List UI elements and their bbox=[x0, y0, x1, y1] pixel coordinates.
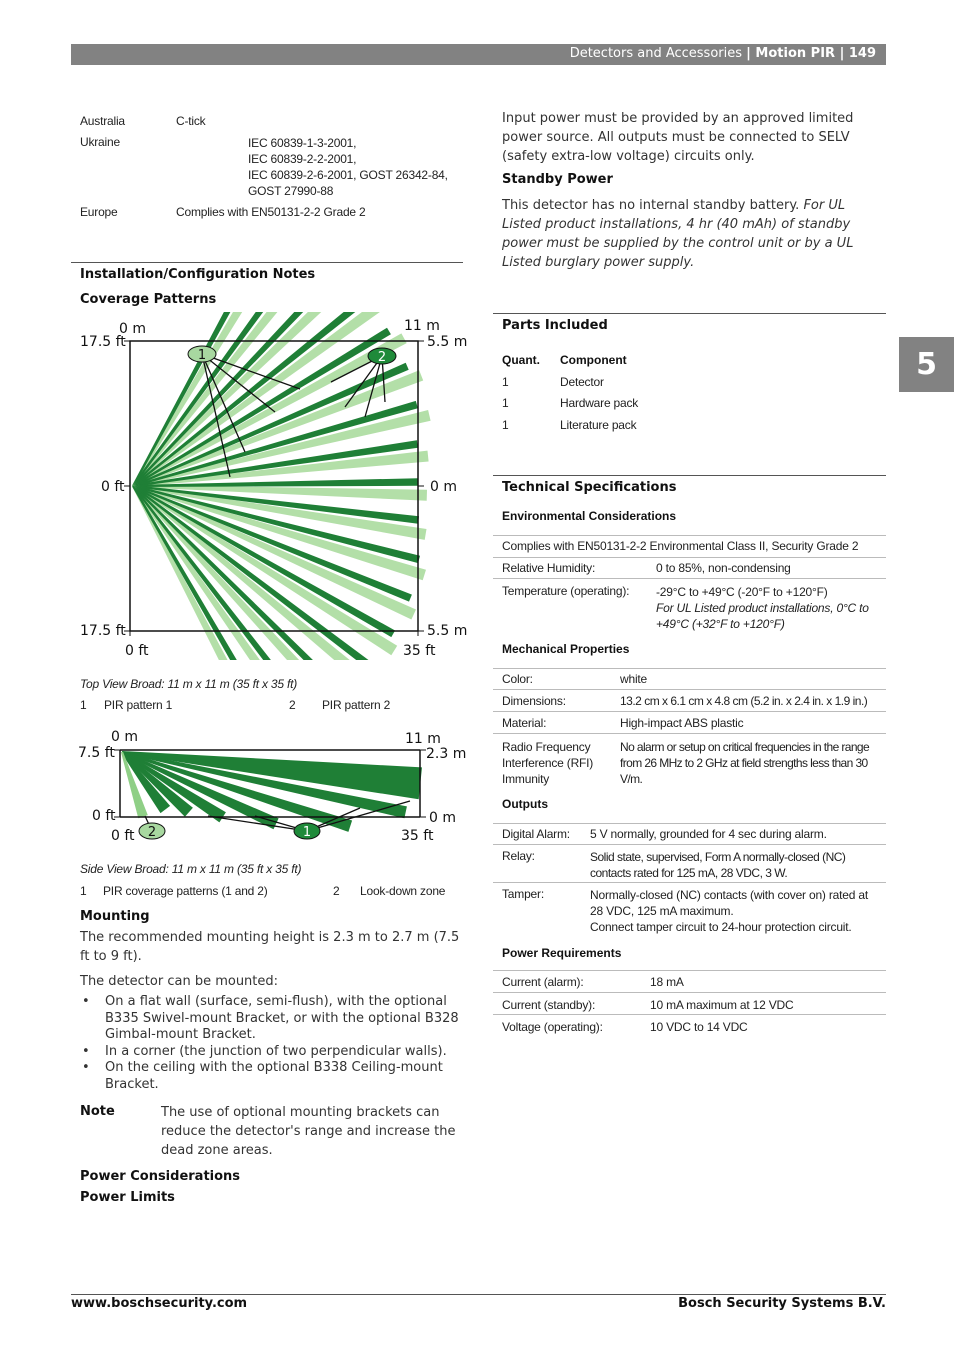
callout-2: 2 bbox=[377, 350, 387, 365]
approval-ukraine-line: GOST 27990-88 bbox=[248, 184, 334, 198]
divider bbox=[493, 475, 886, 476]
parts-qty: 1 bbox=[502, 418, 509, 432]
header-section: Detectors and Accessories bbox=[569, 46, 743, 61]
divider bbox=[493, 578, 886, 579]
mounting-bullets bbox=[80, 994, 465, 1093]
power-limits-text: Input power must be provided by an approved limited power source. All outputs must be connected to SELV (safety extra-low voltage) circuits only. bbox=[502, 111, 854, 164]
label-11m: 11 m bbox=[404, 318, 440, 334]
side-label-0ft: 0 ft bbox=[92, 808, 116, 824]
side-legend-text-2: Look-down zone bbox=[360, 884, 446, 898]
divider bbox=[493, 689, 886, 690]
label-17-5ft-bot: 17.5 ft bbox=[80, 623, 126, 639]
label-0m-top: 0 m bbox=[119, 321, 146, 337]
side-legend-num-1: 1 bbox=[80, 884, 87, 898]
env-key: Temperature (operating): bbox=[502, 584, 630, 598]
divider bbox=[493, 733, 886, 734]
env-key: Relative Humidity: bbox=[502, 561, 596, 575]
env-temp: -29°C to +49°C (-20°F to +120°F) bbox=[656, 585, 828, 599]
divider bbox=[71, 262, 463, 263]
outputs-key: Digital Alarm: bbox=[502, 827, 570, 841]
top-legend-num-1: 1 bbox=[80, 698, 87, 712]
parts-comp: Hardware pack bbox=[560, 396, 639, 410]
divider bbox=[493, 313, 886, 314]
mech-value: white bbox=[620, 672, 648, 686]
side-label-7-5ft: 7.5 ft bbox=[78, 745, 115, 761]
top-view-caption: Top View Broad: 11 m x 11 m (35 ft x 35 ft) bbox=[80, 677, 298, 691]
side-view-diagram bbox=[75, 728, 470, 848]
mounting-para-2: The detector can be mounted: bbox=[80, 974, 279, 989]
parts-title: Parts Included bbox=[502, 318, 608, 333]
list-item: • In a corner (the junction of two perpendicular walls). bbox=[80, 1044, 465, 1061]
standby-text bbox=[502, 196, 888, 272]
footer-website[interactable]: www.boschsecurity.com bbox=[71, 1296, 248, 1311]
power-key: Voltage (operating): bbox=[502, 1020, 603, 1034]
side-label-x-0ft: 0 ft bbox=[111, 828, 135, 844]
power-considerations-title: Power Considerations bbox=[80, 1169, 241, 1184]
tamper-rating: Normally-closed (NC) contacts (with cover on) rated at 28 VDC, 125 mA maximum. bbox=[590, 888, 868, 918]
standby-plain: This detector has no internal standby battery. bbox=[502, 198, 804, 213]
top-legend-text-1: PIR pattern 1 bbox=[104, 698, 173, 712]
specs-title: Technical Specifications bbox=[502, 480, 677, 495]
side-label-0m: 0 m bbox=[111, 729, 138, 745]
footer-company: Bosch Security Systems B.V. bbox=[678, 1296, 886, 1311]
mounting-title: Mounting bbox=[80, 909, 150, 924]
parts-comp: Literature pack bbox=[560, 418, 637, 432]
divider bbox=[493, 1014, 886, 1015]
note-text: The use of optional mounting brackets can reduce the detector's range and increase the dead zone areas. bbox=[161, 1105, 456, 1158]
mech-title: Mechanical Properties bbox=[502, 642, 630, 656]
side-label-2-3m: 2.3 m bbox=[426, 746, 467, 762]
env-temp-ul: For UL Listed product installations, 0°C to +49°C (+32°F to +120°F) bbox=[656, 601, 869, 631]
env-full: Complies with EN50131-2-2 Environmental Class II, Security Grade 2 bbox=[502, 539, 859, 553]
power-value: 10 VDC to 14 VDC bbox=[650, 1020, 748, 1034]
tamper-note: Connect tamper circuit to 24-hour protection circuit. bbox=[590, 920, 852, 934]
side-coverage-fans bbox=[121, 751, 422, 832]
top-legend-num-2: 2 bbox=[289, 698, 296, 712]
label-x-0ft: 0 ft bbox=[125, 643, 149, 659]
label-0ft-mid: 0 ft bbox=[101, 479, 125, 495]
power-req-title: Power Requirements bbox=[502, 946, 622, 960]
top-view-diagram bbox=[75, 312, 470, 660]
chapter-number: 5 bbox=[916, 347, 937, 382]
approval-australia-region: Australia bbox=[80, 114, 125, 128]
side-callout-1: 1 bbox=[302, 825, 312, 840]
note-label: Note bbox=[80, 1104, 115, 1119]
divider bbox=[493, 668, 886, 669]
side-label-11m: 11 m bbox=[405, 731, 441, 747]
mech-key: Color: bbox=[502, 672, 533, 686]
side-legend-text-1: PIR coverage patterns (1 and 2) bbox=[103, 884, 268, 898]
mech-key: Material: bbox=[502, 716, 547, 730]
label-x-35ft: 35 ft bbox=[403, 643, 436, 659]
header-text bbox=[570, 46, 876, 61]
label-17-5ft-top: 17.5 ft bbox=[80, 334, 126, 350]
divider bbox=[493, 992, 886, 993]
outputs-value: Solid state, supervised, Form A normally-closed (NC) contacts rated for 125 mA, 28 VDC, 3 W. bbox=[590, 850, 846, 880]
mounting-para-1: The recommended mounting height is 2.3 m to 2.7 m (7.5 ft to 9 ft). bbox=[80, 930, 460, 964]
divider bbox=[493, 711, 886, 712]
label-5-5m-top: 5.5 m bbox=[427, 334, 468, 350]
side-legend-num-2: 2 bbox=[333, 884, 340, 898]
side-callout-2: 2 bbox=[147, 825, 157, 840]
env-value: 0 to 85%, non-condensing bbox=[656, 561, 791, 575]
divider bbox=[493, 557, 886, 558]
power-value: 10 mA maximum at 12 VDC bbox=[650, 998, 794, 1012]
approval-europe-value: Complies with EN50131-2-2 Grade 2 bbox=[176, 205, 366, 219]
power-key: Current (standby): bbox=[502, 998, 596, 1012]
parts-qty: 1 bbox=[502, 396, 509, 410]
mech-value: No alarm or setup on critical frequencies in the range from 26 MHz to 2 GHz at field strengths less than 30 V/m. bbox=[620, 740, 870, 786]
parts-col-comp: Component bbox=[560, 353, 627, 367]
header-product: | Motion PIR | 149 bbox=[746, 46, 876, 61]
header-bar bbox=[71, 44, 886, 65]
side-label-0m-bot: 0 m bbox=[429, 810, 456, 826]
list-item: • On the ceiling with the optional B338 Ceiling-mount Bracket. bbox=[80, 1060, 465, 1093]
divider bbox=[493, 823, 886, 824]
parts-qty: 1 bbox=[502, 375, 509, 389]
standby-italic: For UL Listed product installations, 4 hr (40 mAh) of standby power must be supplied by the control unit or by a UL Listed burglary power supply. bbox=[502, 198, 854, 270]
approval-australia-value: C-tick bbox=[176, 114, 206, 128]
power-value: 18 mA bbox=[650, 975, 684, 989]
outputs-key: Relay: bbox=[502, 849, 535, 863]
mech-value: High-impact ABS plastic bbox=[620, 716, 744, 730]
divider bbox=[493, 882, 886, 883]
install-title: Installation/Configuration Notes bbox=[80, 267, 316, 282]
list-item: • On a flat wall (surface, semi-flush), with the optional B335 Swivel-mount Bracket, or with the optional B328 Gimbal-mount Bracket. bbox=[80, 994, 465, 1044]
approval-europe-region: Europe bbox=[80, 205, 118, 219]
power-key: Current (alarm): bbox=[502, 975, 584, 989]
top-legend-text-2: PIR pattern 2 bbox=[322, 698, 391, 712]
divider bbox=[493, 844, 886, 845]
callout-1: 1 bbox=[197, 348, 207, 363]
label-5-5m-bot: 5.5 m bbox=[427, 623, 468, 639]
side-label-x-35ft: 35 ft bbox=[401, 828, 434, 844]
approval-ukraine-line: IEC 60839-2-6-2001, GOST 26342-84, bbox=[248, 168, 448, 182]
outputs-key: Tamper: bbox=[502, 887, 544, 901]
divider bbox=[493, 535, 886, 536]
env-title: Environmental Considerations bbox=[502, 509, 677, 523]
mech-value: 13.2 cm x 6.1 cm x 4.8 cm (5.2 in. x 2.4 in. x 1.9 in.) bbox=[620, 694, 868, 708]
chapter-tab bbox=[899, 337, 954, 392]
outputs-value: 5 V normally, grounded for 4 sec during alarm. bbox=[590, 827, 827, 841]
label-0m-mid: 0 m bbox=[430, 479, 457, 495]
approval-ukraine-region: Ukraine bbox=[80, 135, 120, 149]
footer-rule bbox=[71, 1294, 886, 1295]
mech-key: Radio Frequency Interference (RFI) Immunity bbox=[502, 740, 594, 786]
parts-comp: Detector bbox=[560, 375, 604, 389]
power-limits-title: Power Limits bbox=[80, 1190, 175, 1205]
outputs-title: Outputs bbox=[502, 797, 548, 811]
approval-ukraine-line: IEC 60839-2-2-2001, bbox=[248, 152, 357, 166]
divider bbox=[493, 970, 886, 971]
parts-col-qty: Quant. bbox=[502, 353, 540, 367]
side-view-caption: Side View Broad: 11 m x 11 m (35 ft x 35 ft) bbox=[80, 862, 302, 876]
approval-ukraine-values bbox=[248, 135, 448, 199]
coverage-title: Coverage Patterns bbox=[80, 292, 217, 307]
env-value bbox=[656, 584, 884, 632]
mech-key: Dimensions: bbox=[502, 694, 566, 708]
standby-title: Standby Power bbox=[502, 172, 613, 187]
outputs-value bbox=[590, 887, 884, 935]
approval-ukraine-line: IEC 60839-1-3-2001, bbox=[248, 136, 357, 150]
